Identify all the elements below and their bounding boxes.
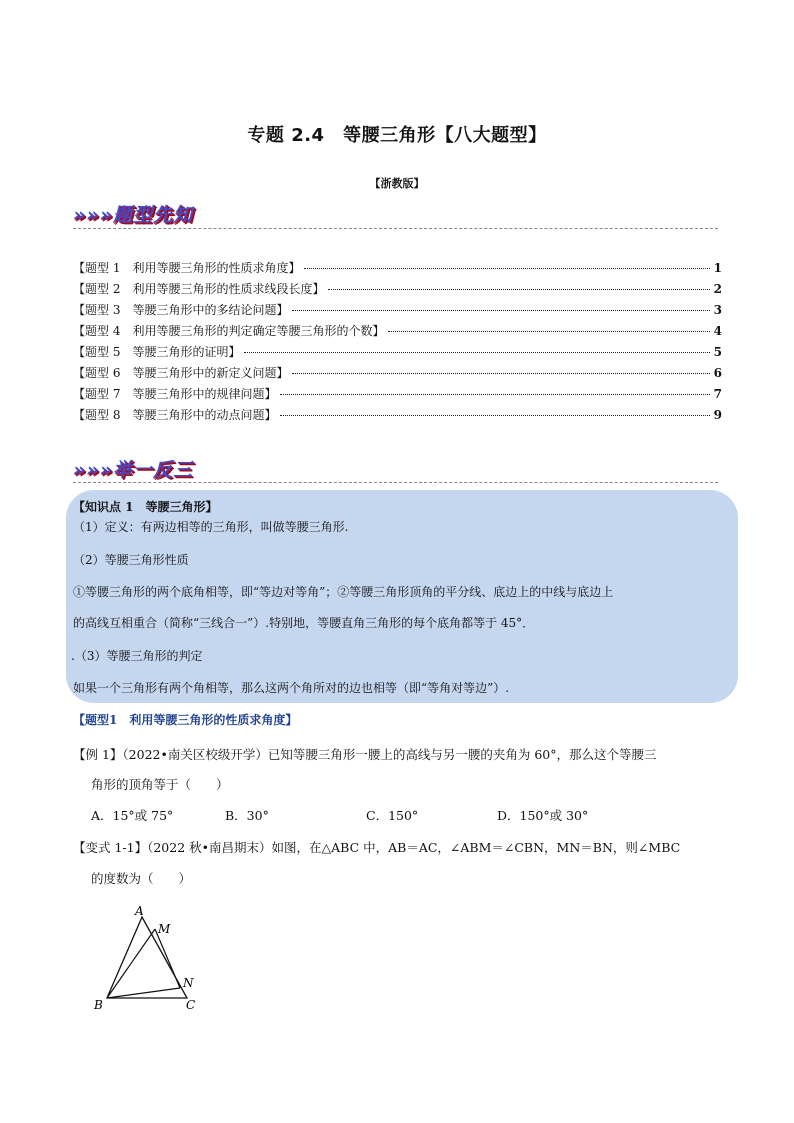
variant-question: 【变式 1-1】（2022 秋•南昌期末）如图，在△ABC 中，AB＝AC，∠ABM＝∠CBN，MN＝BN，则∠MBC [73, 840, 681, 855]
toc-item-label: 【题型 8 等腰三角形中的动点问题】 [73, 408, 277, 422]
toc-item[interactable] [73, 406, 722, 426]
toc-leader [328, 289, 709, 290]
toc-leader [292, 373, 709, 374]
toc-page-number: 6 [713, 366, 722, 380]
toc-item[interactable] [73, 322, 722, 342]
edition-label: 【浙教版】 [369, 177, 425, 190]
toc-item-label: 【题型 4 利用等腰三角形的判定确定等腰三角形的个数】 [73, 324, 385, 338]
example-question-cont: 角形的顶角等于（ ） [91, 777, 229, 792]
toc-page-number: 3 [713, 303, 722, 317]
toc-item[interactable] [73, 280, 722, 300]
knowledge-property-text: 的高线互相重合（简称“三线合一”）.特别地，等腰直角三角形的每个底角都等于 45°． [73, 616, 535, 630]
page-title: 专题 2.4 等腰三角形【八大题型】 [247, 125, 547, 146]
toc-item[interactable] [73, 364, 722, 384]
toc-item[interactable] [73, 385, 722, 405]
segment-bm [107, 929, 155, 998]
toc-leader [280, 415, 709, 416]
divider [73, 228, 718, 229]
example-question: 【例 1】（2022•南关区校级开学）已知等腰三角形一腰上的高线与另一腰的夹角为 60°，那么这个等腰三 [73, 747, 657, 762]
toc-leader [244, 352, 709, 353]
toc-item[interactable] [73, 343, 722, 363]
toc-page-number: 2 [713, 282, 722, 296]
toc-leader [304, 268, 709, 269]
question-type-heading: 【题型1 利用等腰三角形的性质求角度】 [73, 713, 298, 727]
knowledge-heading: 【知识点 1 等腰三角形】 [73, 500, 218, 514]
divider [73, 482, 718, 483]
toc-item-label: 【题型 2 利用等腰三角形的性质求线段长度】 [73, 282, 325, 296]
toc-item-label: 【题型 5 等腰三角形的证明】 [73, 345, 241, 359]
vertex-label-a: A [135, 904, 144, 918]
option-b[interactable]: B．30° [225, 808, 269, 823]
toc-page-number: 7 [713, 387, 722, 401]
knowledge-definition: （1）定义：有两边相等的三角形，叫做等腰三角形. [73, 520, 349, 534]
variant-question-cont: 的度数为（ ） [91, 871, 192, 886]
toc-leader [292, 310, 709, 311]
toc-item-label: 【题型 3 等腰三角形中的多结论问题】 [73, 303, 289, 317]
knowledge-property-text: ①等腰三角形的两个底角相等，即“等边对等角”；②等腰三角形顶角的平分线、底边上的中线与底边上 [73, 585, 614, 599]
toc-page-number: 1 [713, 261, 722, 275]
vertex-label-b: B [94, 998, 103, 1012]
toc-page-number: 5 [713, 345, 722, 359]
option-a[interactable]: A．15°或 75° [91, 808, 174, 823]
vertex-label-c: C [186, 998, 196, 1012]
toc-item-label: 【题型 1 利用等腰三角形的性质求角度】 [73, 261, 301, 275]
toc-page-number: 9 [713, 408, 722, 422]
toc-item[interactable] [73, 301, 722, 321]
triangle-figure [85, 903, 215, 1013]
triangle-abc [107, 917, 187, 998]
point-label-m: M [158, 922, 171, 936]
toc-leader [280, 394, 709, 395]
toc-item-label: 【题型 7 等腰三角形中的规律问题】 [73, 387, 277, 401]
point-label-n: N [183, 976, 194, 990]
toc-leader [388, 331, 709, 332]
section-heading-overview: »»»题型先知 [73, 204, 194, 226]
toc-item[interactable] [73, 259, 722, 279]
knowledge-criterion-heading: .（3）等腰三角形的判定 [71, 649, 203, 663]
knowledge-property-heading: （2）等腰三角形性质 [73, 553, 189, 567]
option-d[interactable]: D．150°或 30° [497, 808, 589, 823]
toc-item-label: 【题型 6 等腰三角形中的新定义问题】 [73, 366, 289, 380]
option-c[interactable]: C．150° [366, 808, 419, 823]
toc-page-number: 4 [713, 324, 722, 338]
segment-bn [107, 988, 180, 998]
knowledge-criterion-text: 如果一个三角形有两个角相等，那么这两个角所对的边也相等（即“等角对等边”）. [73, 681, 510, 695]
segment-mn [155, 929, 180, 988]
section-heading-practice: »»»举一反三 [73, 459, 194, 481]
